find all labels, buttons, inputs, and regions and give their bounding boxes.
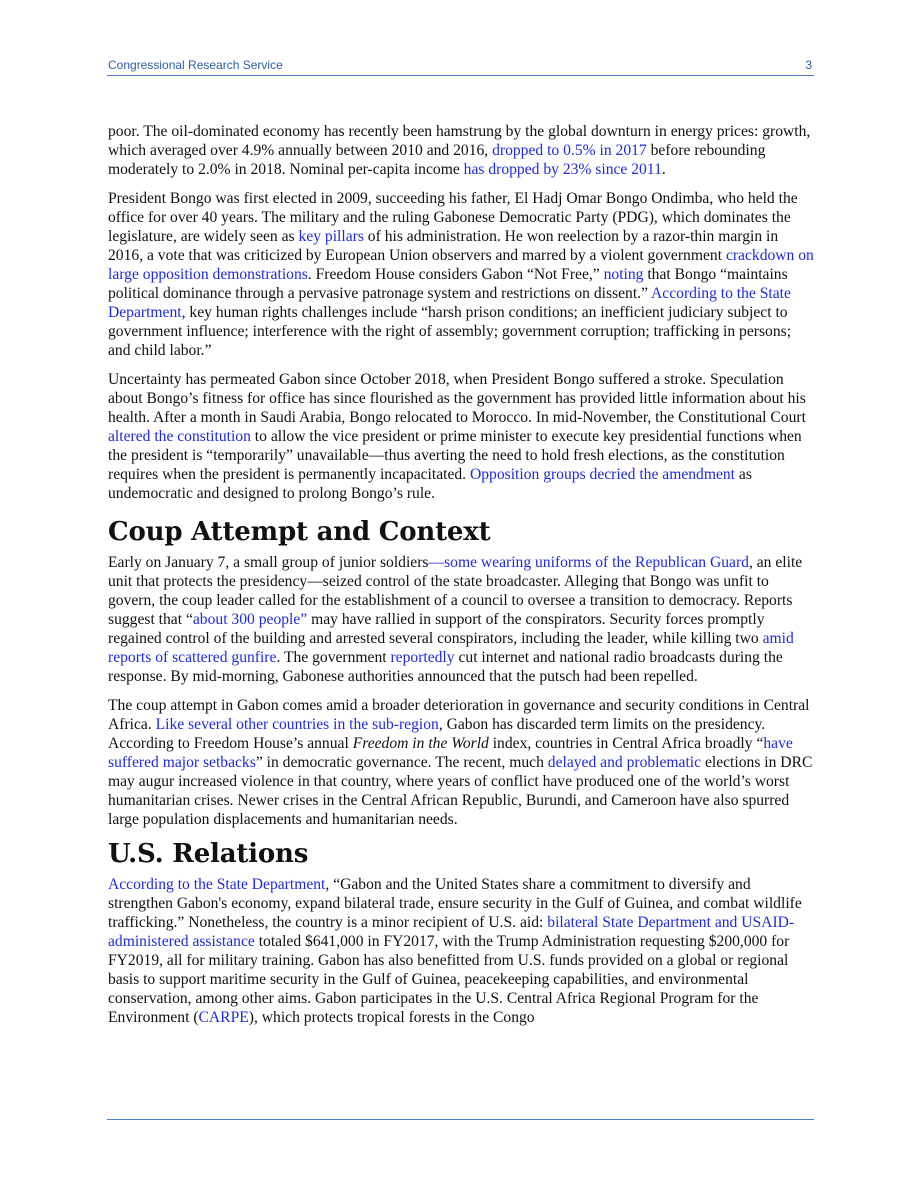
- text: , an elite unit that protects the presidency—seized control of the state broadcaster. Alleging that Bongo was unfit to govern, the coup leader called for the establishment of a council to oversee a transition to democracy. Reports suggest that “: [108, 554, 803, 628]
- paragraph-coup: [108, 553, 816, 686]
- link-sub-region[interactable]: Like several other countries in the sub-region: [155, 716, 439, 733]
- text: as undemocratic and designed to prolong Bongo’s rule.: [108, 466, 752, 502]
- heading-us-relations: U.S. Relations: [108, 839, 309, 869]
- text: . Freedom House considers Gabon “Not Free,”: [307, 266, 604, 283]
- link-bilateral-assistance[interactable]: bilateral State Department and USAID-administered assistance: [108, 914, 795, 950]
- link-state-department-2[interactable]: According to the State Department: [108, 876, 326, 893]
- footer-divider: [107, 1119, 814, 1120]
- link-dropped-2017[interactable]: dropped to 0.5% in 2017: [492, 142, 647, 159]
- text: poor. The oil-dominated economy has recently been hamstrung by the global downturn in energy prices: growth, which averaged over 4.9% annually between 2010 and 2016,: [108, 123, 811, 159]
- link-carpe[interactable]: CARPE: [198, 1009, 249, 1026]
- link-scattered-gunfire[interactable]: amid reports of scattered gunfire: [108, 630, 794, 666]
- text: that Bongo “maintains political dominance through a pervasive patronage system and restrictions on dissent.”: [108, 266, 788, 302]
- text: may have rallied in support of the conspirators. Security forces promptly regained control of the building and arrested several conspirators, including the leader, while killing two: [108, 611, 765, 647]
- link-key-pillars[interactable]: key pillars: [298, 228, 364, 245]
- link-republican-guard[interactable]: —some wearing uniforms of the Republican Guard: [428, 554, 749, 571]
- text: of his administration. He won reelection by a razor-thin margin in 2016, a vote that was criticized by European Union observers and marred by a violent government: [108, 228, 779, 264]
- text: cut internet and national radio broadcasts during the response. By mid-morning, Gabonese authorities announced that the putsch had been repelled.: [108, 649, 783, 685]
- text: index, countries in Central Africa broadly “: [488, 735, 764, 752]
- text: President Bongo was first elected in 2009, succeeding his father, El Hadj Omar Bongo Ondimba, who held the office for over 40 years. The military and the ruling Gabonese Democratic Party (PDG), which dominates the legislature, are widely seen as: [108, 190, 798, 245]
- link-income-dropped[interactable]: has dropped by 23% since 2011: [463, 161, 662, 178]
- paragraph-us-relations: [108, 875, 816, 1027]
- paragraph-uncertainty: [108, 370, 816, 503]
- link-state-department[interactable]: According to the State Department: [108, 285, 791, 321]
- text: elections in DRC may augur increased violence in that country, where years of conflict have produced one of the world’s worst humanitarian crises. Newer crises in the Central African Republic, Burundi, and Cameroon have also spurred large population displacements and humanitarian needs.: [108, 754, 813, 828]
- link-opposition-decried[interactable]: Opposition groups decried the amendment: [469, 466, 736, 483]
- text: ” in democratic governance. The recent, much: [255, 754, 548, 771]
- paragraph-economy: [108, 122, 816, 179]
- link-300-people[interactable]: about 300 people”: [192, 611, 308, 628]
- report-title: Freedom in the World: [352, 735, 489, 752]
- link-delayed-problematic[interactable]: delayed and problematic: [547, 754, 702, 771]
- text: .: [661, 161, 666, 178]
- link-altered-constitution[interactable]: altered the constitution: [108, 428, 251, 445]
- link-reportedly[interactable]: reportedly: [390, 649, 455, 666]
- text: The coup attempt in Gabon comes amid a broader deterioration in governance and security conditions in Central Africa.: [108, 697, 810, 733]
- header-title: Congressional Research Service: [108, 58, 283, 72]
- text: . The government: [276, 649, 391, 666]
- link-crackdown[interactable]: crackdown on large opposition demonstrations: [108, 247, 814, 283]
- link-major-setbacks[interactable]: have suffered major setbacks: [108, 735, 793, 771]
- text: ), which protects tropical forests in the Congo: [248, 1009, 535, 1026]
- paragraph-central-africa: [108, 696, 816, 829]
- page-number: 3: [805, 58, 812, 72]
- body-text: [108, 122, 816, 1037]
- text: Uncertainty has permeated Gabon since October 2018, when President Bongo suffered a stroke. Speculation about Bongo’s fitness for office has since flourished as the government has provided little information about his health. After a month in Saudi Arabia, Bongo relocated to Morocco. In mid-November, the Constitutional Court: [108, 371, 806, 426]
- heading-coup-attempt: Coup Attempt and Context: [108, 517, 491, 547]
- link-noting[interactable]: noting: [603, 266, 644, 283]
- text: , key human rights challenges include “harsh prison conditions; an inefficient judiciary subject to government influence; interference with the right of assembly; government corruption; trafficking in persons; and child labor.”: [108, 304, 792, 359]
- text: before rebounding moderately to 2.0% in 2018. Nominal per-capita income: [108, 142, 766, 178]
- running-header: [107, 57, 814, 76]
- text: to allow the vice president or prime minister to execute key presidential functions when the president is “temporarily” unavailable—thus averting the need to hold fresh elections, as the constitution requires when the president is permanently incapacitated.: [108, 428, 802, 483]
- text: , “Gabon and the United States share a commitment to diversify and strengthen Gabon's economy, expand bilateral trade, ensure security in the Gulf of Guinea, and combat wildlife trafficking.” Nonetheless, the country is a minor recipient of U.S. aid:: [108, 876, 802, 931]
- text: totaled $641,000 in FY2017, with the Trump Administration requesting $200,000 for FY2019, all for military training. Gabon has also benefitted from U.S. funds provided on a global or regional basis to support maritime security in the Gulf of Guinea, peacekeeping capabilities, and environmental conservation, among other aims. Gabon participates in the U.S. Central Africa Regional Program for the Environment (: [108, 933, 790, 1026]
- text: Early on January 7, a small group of junior soldiers: [108, 554, 429, 571]
- paragraph-bongo: [108, 189, 816, 360]
- text: , Gabon has discarded term limits on the presidency. According to Freedom House’s annual: [108, 716, 766, 752]
